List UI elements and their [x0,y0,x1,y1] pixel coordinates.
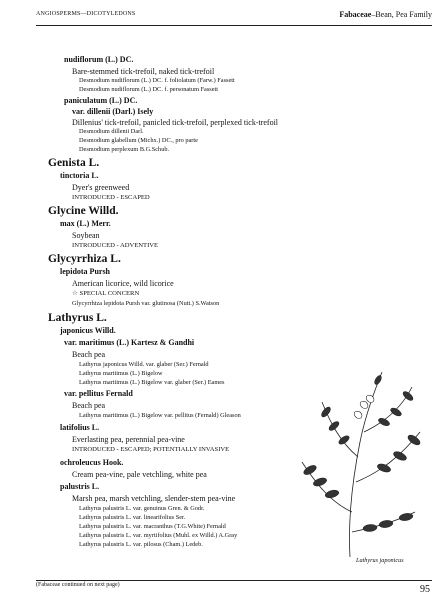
common-names: Marsh pea, marsh vetchling, slender-stem pea-vine [72,494,236,503]
synonym: Desmodium nudiflorum (L.) DC. f. foliolatum (Farw.) Fassett [79,77,235,84]
taxon-name: var. dillenii (Darl.) Isely [72,107,154,116]
taxon-name: var. pellitus Fernald [64,389,133,398]
page-number: 95 [420,584,430,595]
taxon-name: tinctoria L. [60,171,99,180]
header-section-title: ANGIOSPERMS—DICOTYLEDONS [36,11,136,17]
synonym: Lathyrus palustris L. var. linearifolius Ser. [79,514,186,521]
synonym: Glycyrrhiza lepidota Pursh var. glutinosa (Nutt.) S.Watson [72,300,220,307]
genus-heading: Lathyrus L. [48,312,107,324]
synonym: Lathyrus japonicus Willd. var. glaber (Ser.) Fernald [79,361,209,368]
common-names: Cream pea-vine, pale vetchling, white pea [72,470,207,479]
continuation-note: (Fabaceae continued on next page) [36,582,120,588]
common-names: Soybean [72,231,100,240]
status-note: INTRODUCED - ESCAPED [72,194,150,201]
synonym: Lathyrus palustris L. var. pilosus (Cham.) Ledeb. [79,541,203,548]
taxon-name: palustris L. [60,482,100,491]
genus-heading: Glycyrrhiza L. [48,253,121,265]
synonym: Lathyrus palustris L. var. genuinus Gren. & Godr. [79,505,205,512]
taxon-name: max (L.) Merr. [60,219,111,228]
lathyrus-japonicus-illustration [290,362,432,562]
taxon-name: paniculatum (L.) DC. [64,96,138,105]
status-note: ☆ SPECIAL CONCERN [72,290,140,297]
synonym: Desmodium perplexum B.G.Schub. [79,146,170,153]
synonym: Desmodium glabellum (Michx.) DC., pro parte [79,137,198,144]
common-names: Dillenius' tick-trefoil, panicled tick-trefoil, perplexed tick-trefoil [72,118,279,127]
header-family-name: Fabaceae [339,10,372,19]
header-family-common: –Bean, Pea Family [371,10,432,19]
running-header [36,10,432,24]
footer-rule [36,580,432,581]
status-note: INTRODUCED - ESCAPED; POTENTIALLY INVASIVE [72,446,230,453]
taxon-name: japonicus Willd. [60,326,116,335]
synonym: Desmodium dillenii Darl. [79,128,144,135]
taxon-name: latifolius L. [60,423,100,432]
illustration-caption: Lathyrus japonicus [356,557,404,564]
common-names: Beach pea [72,350,106,359]
synonym: Lathyrus maritimus (L.) Bigelow var. pellitus (Fernald) Gleason [79,412,241,419]
synonym: Lathyrus maritimus (L.) Bigelow var. glaber (Ser.) Eames [79,379,225,386]
synonym: Lathyrus maritimus (L.) Bigelow [79,370,163,377]
header-family-title [339,10,432,19]
taxon-name: nudiflorum (L.) DC. [64,55,134,64]
genus-heading: Glycine Willd. [48,205,119,217]
taxon-name: ochroleucus Hook. [60,458,124,467]
taxon-name: lepidota Pursh [60,267,111,276]
common-names: American licorice, wild licorice [72,279,174,288]
synonym: Lathyrus palustris L. var. myrtifolius (Muhl. ex Willd.) A.Gray [79,532,238,539]
synonym: Desmodium nudiflorum (L.) DC. f. personatum Fassett [79,86,219,93]
status-note: INTRODUCED - ADVENTIVE [72,242,159,249]
common-names: Bare-stemmed tick-trefoil, naked tick-trefoil [72,67,215,76]
header-rule [36,25,432,26]
common-names: Dyer's greenweed [72,183,130,192]
common-names: Beach pea [72,401,106,410]
taxon-name: var. maritimus (L.) Kartesz & Gandhi [64,338,195,347]
common-names: Everlasting pea, perennial pea-vine [72,435,185,444]
genus-heading: Genista L. [48,157,100,169]
synonym: Lathyrus palustris L. var. macranthus (T.G.White) Fernald [79,523,226,530]
